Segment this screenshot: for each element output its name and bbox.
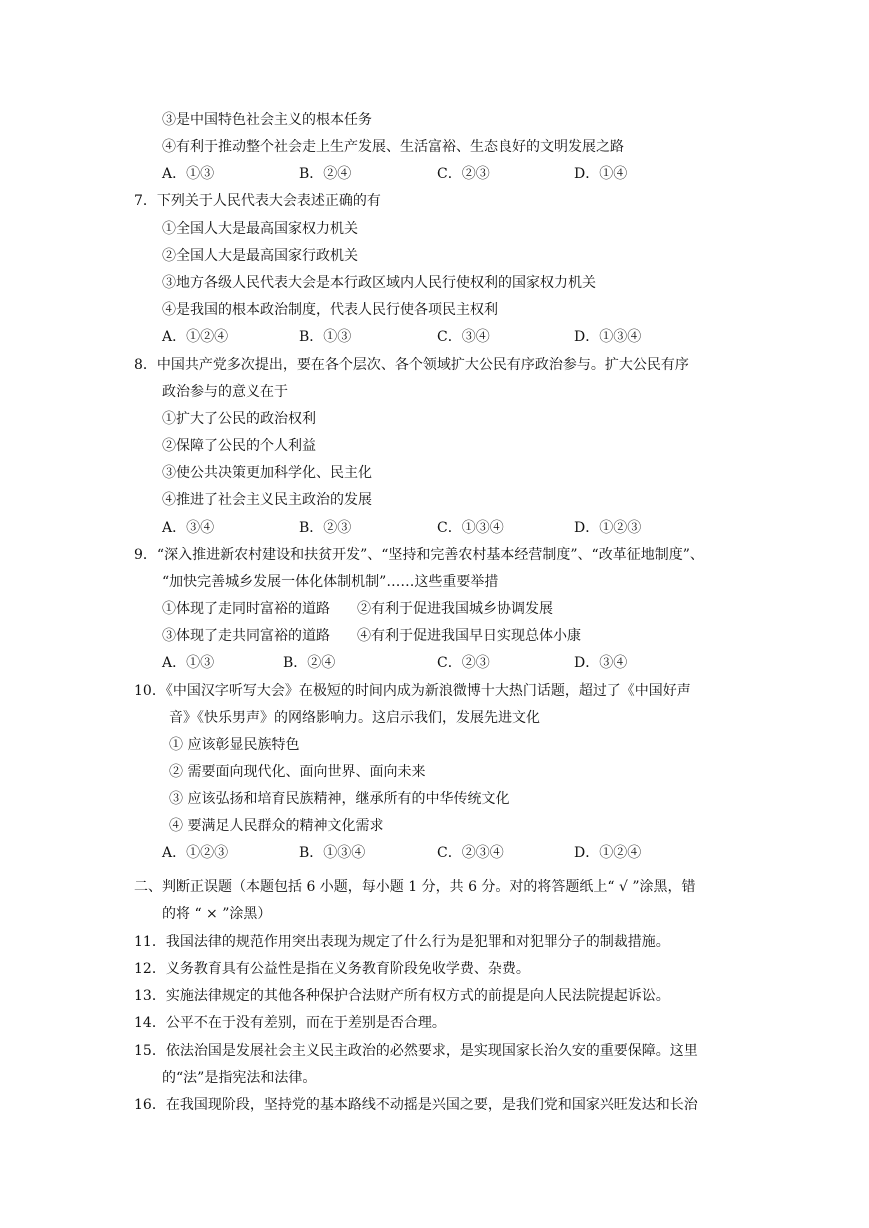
q8-option-b: B．②③ <box>299 520 352 536</box>
q9-statement-3: ③体现了走共同富裕的道路 <box>162 628 330 644</box>
q9-stem-line2: “加快完善城乡发展一体化体制机制”……这些重要举措 <box>162 574 499 590</box>
q6-statement-3: ③是中国特色社会主义的根本任务 <box>162 112 372 128</box>
q8-statement-1: ①扩大了公民的政治权利 <box>162 411 316 427</box>
q11-statement: 11．我国法律的规范作用突出表现为规定了什么行为是犯罪和对犯罪分子的制裁措施。 <box>134 934 670 950</box>
q8-stem-line2: 政治参与的意义在于 <box>162 384 288 400</box>
q10-statement-4: ④ 要满足人民群众的精神文化需求 <box>169 818 384 834</box>
q9-statement-4: ④有利于促进我国早日实现总体小康 <box>357 628 581 644</box>
q7-stem: 7．下列关于人民代表大会表述正确的有 <box>134 193 381 209</box>
q6-option-c: C．②③ <box>437 166 490 182</box>
q10-statement-2: ② 需要面向现代化、面向世界、面向未来 <box>169 764 426 780</box>
q6-option-d: D．①④ <box>574 166 628 182</box>
q10-stem-line2: 音》《快乐男声》的网络影响力。这启示我们，发展先进文化 <box>169 710 540 726</box>
q6-option-b: B．②④ <box>299 166 352 182</box>
q8-option-c: C．①③④ <box>437 520 504 536</box>
q6-statement-4: ④有利于推动整个社会走上生产发展、生活富裕、生态良好的文明发展之路 <box>162 139 624 155</box>
q9-option-d: D．③④ <box>574 655 628 671</box>
q8-stem-line1: 8．中国共产党多次提出，要在各个层次、各个领域扩大公民有序政治参与。扩大公民有序 <box>134 357 689 373</box>
q8-statement-4: ④推进了社会主义民主政治的发展 <box>162 492 372 508</box>
q7-option-b: B．①③ <box>299 329 352 345</box>
q9-option-c: C．②③ <box>437 655 490 671</box>
q10-stem-line1: 10．《中国汉字听写大会》在极短的时间内成为新浪微博十大热门话题，超过了《中国好声 <box>134 683 691 699</box>
q13-statement: 13．实施法律规定的其他各种保护合法财产所有权方式的前提是向人民法院提起诉讼。 <box>134 988 670 1004</box>
q7-statement-1: ①全国人大是最高国家权力机关 <box>162 221 358 237</box>
q9-option-a: A．①③ <box>162 655 215 671</box>
q9-stem-line1: 9．“深入推进新农村建设和扶贫开发”、“坚持和完善农村基本经营制度”、“改革征地制度”、 <box>134 547 704 563</box>
q16-statement: 16．在我国现阶段，坚持党的基本路线不动摇是兴国之要，是我们党和国家兴旺发达和长治 <box>134 1097 698 1113</box>
q10-option-a: A．①②③ <box>162 845 229 861</box>
q7-statement-2: ②全国人大是最高国家行政机关 <box>162 248 358 264</box>
q7-statement-3: ③地方各级人民代表大会是本行政区域内人民行使权利的国家权力机关 <box>162 275 596 291</box>
q9-statement-1: ①体现了走同时富裕的道路 <box>162 601 330 617</box>
q14-statement: 14．公平不在于没有差别，而在于差别是否合理。 <box>134 1015 446 1031</box>
q8-option-d: D．①②③ <box>574 520 642 536</box>
q8-statement-2: ②保障了公民的个人利益 <box>162 438 316 454</box>
q15-statement-line1: 15．依法治国是发展社会主义民主政治的必然要求，是实现国家长治久安的重要保障。这里 <box>134 1043 698 1059</box>
q9-statement-2: ②有利于促进我国城乡协调发展 <box>357 601 553 617</box>
q6-option-a: A．①③ <box>162 166 215 182</box>
q12-statement: 12．义务教育具有公益性是指在义务教育阶段免收学费、杂费。 <box>134 961 530 977</box>
section2-heading-line2: 的将 “ × ”涂黑） <box>162 906 272 922</box>
q10-option-c: C．②③④ <box>437 845 504 861</box>
q9-option-b: B．②④ <box>283 655 336 671</box>
q15-statement-line2: 的“法”是指宪法和法律。 <box>162 1070 317 1086</box>
q10-option-d: D．①②④ <box>574 845 642 861</box>
q7-option-c: C．③④ <box>437 329 490 345</box>
q10-statement-3: ③ 应该弘扬和培育民族精神，继承所有的中华传统文化 <box>169 791 510 807</box>
section2-heading-line1: 二、判断正误题（本题包括 6 小题，每小题 1 分，共 6 分。对的将答题纸上“ √ ”涂黑，错 <box>134 879 696 895</box>
q7-option-a: A．①②④ <box>162 329 229 345</box>
q8-statement-3: ③使公共决策更加科学化、民主化 <box>162 465 372 481</box>
q10-option-b: B．①③④ <box>299 845 366 861</box>
q8-option-a: A．③④ <box>162 520 215 536</box>
q10-statement-1: ① 应该彰显民族特色 <box>169 737 300 753</box>
q7-option-d: D．①③④ <box>574 329 642 345</box>
q7-statement-4: ④是我国的根本政治制度，代表人民行使各项民主权利 <box>162 302 498 318</box>
